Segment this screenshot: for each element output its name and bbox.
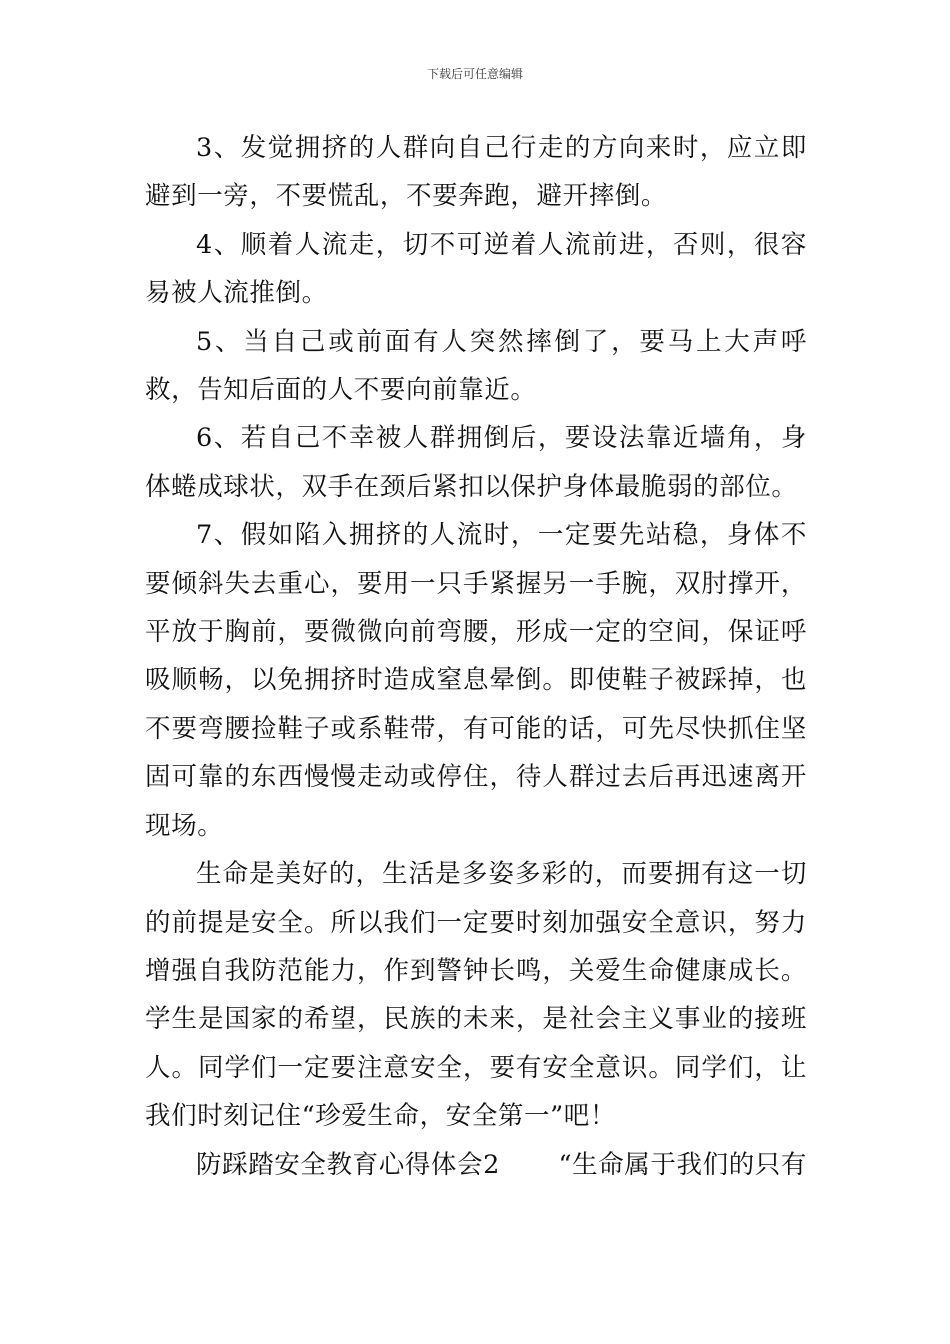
next-section-line: [145, 1141, 807, 1189]
paragraph-item-6: 6、若自己不幸被人群拥倒后，要设法靠近墙角，身体蜷成球状，双手在颈后紧扣以保护身体最脆弱的部位。: [145, 423, 807, 502]
section-title: 防踩踏安全教育心得体会2: [196, 1149, 500, 1180]
paragraph-item-5: 5、当自己或前面有人突然摔倒了，要马上大声呼救，告知后面的人不要向前靠近。: [145, 326, 807, 406]
paragraph-conclusion: 生命是美好的，生活是多姿多彩的，而要拥有这一切的前提是安全。所以我们一定要时刻加强安全意识，努力增强自我防范能力，作到警钟长鸣，关爱生命健康成长。学生是国家的希望，民族的未来，是社会主义事业的接班人。同学们一定要注意安全，要有安全意识。同学们，让我们时刻记住“珍爱生命，安全第一”吧！: [145, 859, 807, 1132]
document-body: [145, 124, 807, 1189]
paragraph-item-4: 4、顺着人流走，切不可逆着人流前进，否则，很容易被人流推倒。: [145, 229, 807, 309]
paragraph-item-7: 7、假如陷入拥挤的人流时，一定要先站稳，身体不要倾斜失去重心，要用一只手紧握另一手腕，双肘撑开，平放于胸前，要微微向前弯腰，形成一定的空间，保证呼吸顺畅，以免拥挤时造成窒息晕倒。即使鞋子被踩掉，也不要弯腰捡鞋子或系鞋带，有可能的话，可先尽快抓住坚固可靠的东西慢慢走动或停住，待人群过去后再迅速离开现场。: [145, 520, 807, 841]
page-header-note: 下载后可任意编辑: [426, 67, 523, 81]
paragraph-item-3: 3、发觉拥挤的人群向自己行走的方向来时，应立即避到一旁，不要慌乱，不要奔跑，避开摔倒。: [145, 133, 807, 212]
section-quote-start: “生命属于我们的只有: [558, 1149, 807, 1180]
